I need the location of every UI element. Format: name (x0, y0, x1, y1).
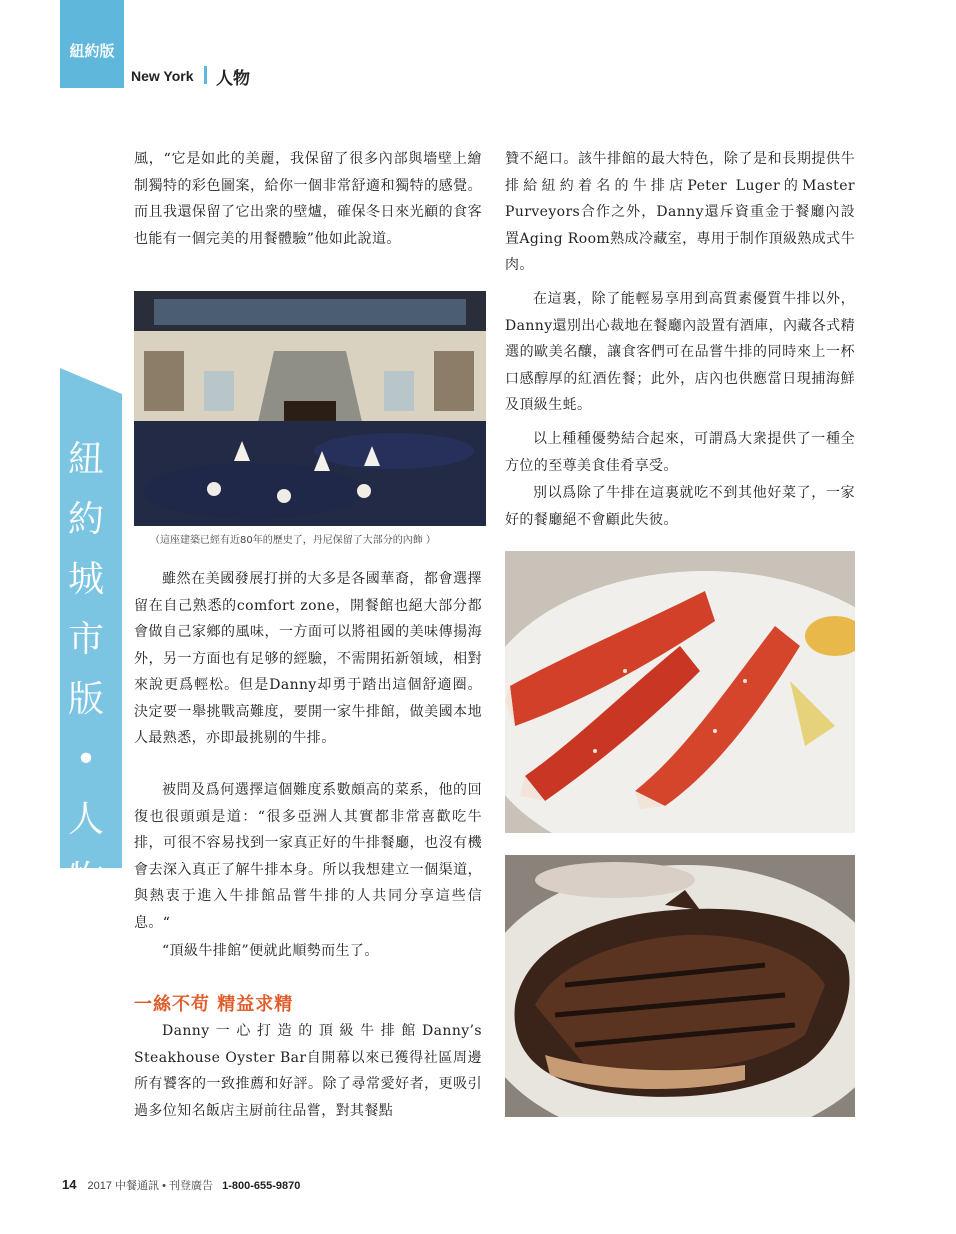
body-paragraph: 風，“它是如此的美麗，我保留了很多內部與墻壁上繪制獨特的彩色圖案，給你一個非常舒適和獨特的感覺。而且我還保留了它出衆的壁爐，確保冬日來光顧的食客也能有一個完美的用餐體驗”他如此說道。 (134, 151, 482, 247)
vertical-char: 城 (67, 559, 104, 600)
crab-legs-photo (505, 551, 855, 833)
body-paragraph: 贊不絕口。該牛排館的最大特色，除了是和長期提供牛排給紐約着名的牛排店Peter Luger的Master Purveyors合作之外，Danny還斥資重金于餐廳內設置Aging Room熟成冷藏室，專用于制作頂級熟成式牛肉。 (505, 151, 855, 273)
page-number: 14 (62, 1177, 77, 1192)
steak-photo (505, 855, 855, 1117)
body-paragraph: 別以爲除了牛排在這裏就吃不到其他好菜了，一家好的餐廳絕不會顧此失彼。 (505, 485, 855, 528)
vertical-char: 物 (67, 859, 104, 900)
vertical-char: 約 (67, 499, 104, 540)
footer-publication: 2017 中餐通訊 • 刊登廣告 (87, 1180, 214, 1192)
vertical-title (60, 430, 112, 910)
vertical-char: • (75, 739, 97, 780)
tab-label: 紐約版 (69, 42, 115, 60)
restaurant-interior-photo (134, 291, 486, 526)
body-paragraph: Danny一心打造的頂級牛排館Danny’s Steakhouse Oyster Bar自開幕以來已獲得社區周邊所有饕客的一致推薦和好評。除了尋常愛好者，更吸引過多位知名飯店主厨前往品嘗，對其餐點 (134, 1023, 482, 1119)
vertical-char: 人 (67, 799, 104, 840)
body-paragraph: “頂級牛排館”便就此順勢而生了。 (162, 943, 379, 959)
body-paragraph: 雖然在美國發展打拼的大多是各國華裔，都會選擇留在自己熟悉的comfort zone，開餐館也絕大部分都會做自己家鄉的風味，一方面可以將祖國的美味傳揚海外，另一方面也有足够的經驗，不需開拓新領域，相對來說更爲輕松。但是Danny却勇于踏出這個舒適圈。決定要一舉挑戰高難度，要開一家牛排館，做美國本地人最熟悉，亦即最挑剔的牛排。 (134, 571, 482, 746)
page-footer (62, 1177, 300, 1193)
header-city: New York (131, 68, 194, 84)
header-divider (204, 66, 207, 84)
photo-caption: （這座建築已經有近80年的歷史了，丹尼保留了大部分的內飾 ） (150, 535, 436, 546)
body-paragraph: 在這裏，除了能輕易享用到高質素優質牛排以外，Danny還別出心裁地在餐廳內設置有酒庫，內藏各式精選的歐美名釀，讓食客們可在品嘗牛排的同時來上一杯口感醇厚的紅酒佐餐；此外，店內也供應當日現捕海鮮及頂級生蚝。 (505, 291, 855, 413)
body-paragraph: 以上種種優勢結合起來，可謂爲大衆提供了一種全方位的至尊美食佳肴享受。 (505, 431, 855, 474)
footer-phone: 1-800-655-9870 (222, 1180, 301, 1192)
vertical-char: 版 (67, 679, 104, 720)
header-section: 人物 (216, 69, 250, 89)
body-paragraph: 被問及爲何選擇這個難度系數頗高的菜系，他的回復也很頭頭是道：“很多亞洲人其實都非常喜歡吃牛排，可很不容易找到一家真正好的牛排餐廳，也沒有機會去深入真正了解牛排本身。所以我想建立一個渠道，與熱衷于進入牛排館品嘗牛排的人共同分享這些信息。“ (134, 782, 482, 931)
section-subheading: 一絲不苟 精益求精 (134, 994, 294, 1015)
vertical-char: 紐 (67, 439, 104, 480)
vertical-char: 市 (67, 619, 104, 660)
